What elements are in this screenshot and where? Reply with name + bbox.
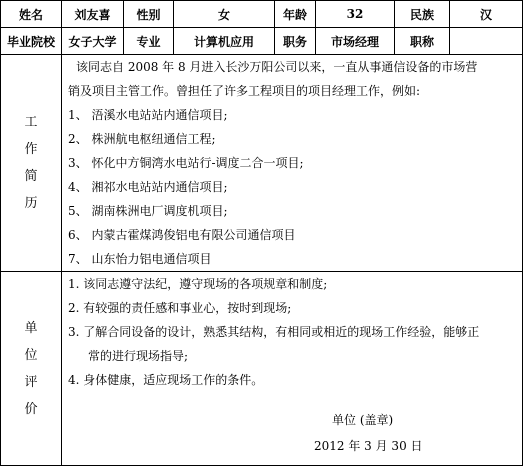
eval-item: 4. 身体健康，适应现场工作的条件。 [68, 373, 264, 387]
position-label: 职务 [275, 28, 316, 55]
work-item: 3、 怀化中方铜湾水电站行-调度二合一项目; [68, 156, 304, 170]
work-intro-line-2: 销及项目主管工作。曾担任了许多工程项目的项目经理工作，例如: [68, 84, 421, 98]
work-label-char: 作 [24, 142, 38, 157]
work-item: 1、 浯溪水电站站内通信项目; [68, 108, 228, 122]
evaluation-content [62, 272, 523, 466]
signature-line: 单位 (盖章) [332, 413, 394, 427]
age-label: 年龄 [275, 1, 316, 28]
gender-label: 性别 [124, 1, 174, 28]
eval-item: 3. 了解合同设备的设计，熟悉其结构，有相同或相近的现场工作经验，能够正 [68, 325, 480, 339]
evaluation-label [1, 272, 62, 466]
work-item: 2、 株洲航电枢纽通信工程; [68, 132, 216, 146]
eval-label-char: 位 [24, 347, 38, 363]
major-value: 计算机应用 [174, 28, 275, 55]
eval-label-char: 评 [24, 374, 38, 390]
work-item: 6、 内蒙古霍煤鸿俊铝电有限公司通信项目 [68, 228, 296, 242]
work-history-label [1, 55, 62, 272]
work-item: 7、 山东怡力铝电通信项目 [68, 252, 212, 266]
work-item: 4、 湘祁水电站站内通信项目; [68, 180, 228, 194]
work-intro-line-1: 该同志自 2008 年 8 月进入长沙万阳公司以来，一直从事通信设备的市场营 [76, 60, 478, 74]
work-item: 5、 湖南株洲电厂调度机项目; [68, 204, 228, 218]
date-line: 2012 年 3 月 30 日 [314, 439, 423, 453]
title-label: 职称 [395, 28, 450, 55]
header-row-2 [1, 28, 523, 55]
age-value: 32 [316, 1, 395, 28]
ethnicity-value: 汉 [450, 1, 523, 28]
name-value: 刘友喜 [62, 1, 124, 28]
header-row-1 [1, 1, 523, 28]
ethnicity-label: 民族 [395, 1, 450, 28]
work-history-row [1, 55, 523, 272]
name-label: 姓名 [1, 1, 62, 28]
eval-item-continuation: 常的进行现场指导; [88, 349, 189, 363]
school-value: 女子大学 [62, 28, 124, 55]
eval-item: 1. 该同志遵守法纪，遵守现场的各项规章和制度; [68, 277, 328, 291]
school-label: 毕业院校 [1, 28, 62, 55]
work-label-char: 历 [24, 196, 38, 211]
work-history-content [62, 55, 523, 272]
evaluation-row [1, 272, 523, 466]
position-value: 市场经理 [316, 28, 395, 55]
work-label-char: 工 [24, 115, 38, 130]
work-label-char: 简 [24, 169, 38, 184]
eval-item: 2. 有较强的责任感和事业心，按时到现场; [68, 301, 292, 315]
eval-label-char: 单 [24, 320, 38, 336]
gender-value: 女 [174, 1, 275, 28]
title-value [450, 28, 523, 55]
eval-label-char: 价 [24, 401, 38, 417]
major-label: 专业 [124, 28, 174, 55]
